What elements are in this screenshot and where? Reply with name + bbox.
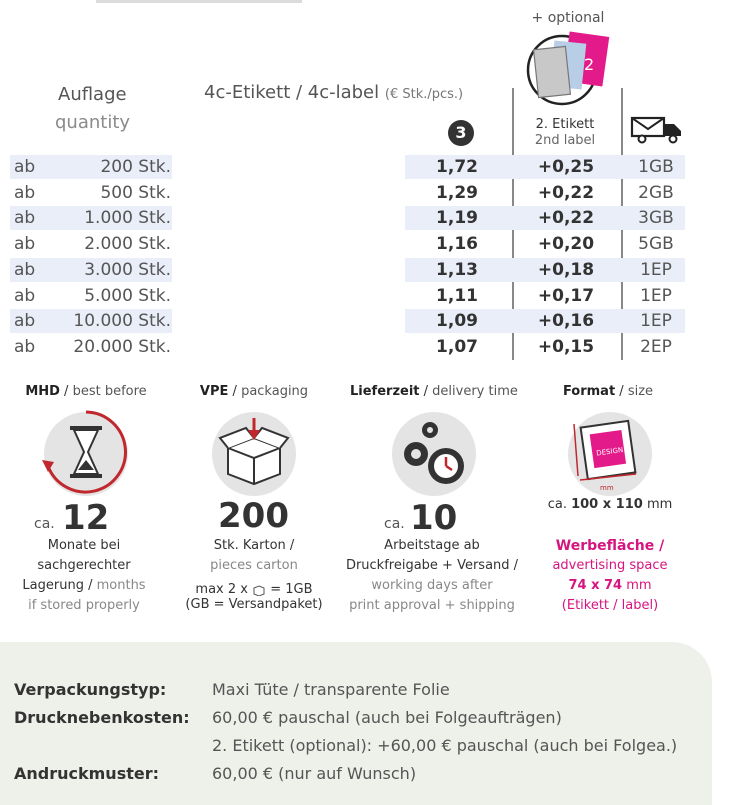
svg-text:mm: mm: [600, 484, 614, 492]
delivery-value: 10: [410, 498, 458, 538]
row-price: 1,72: [436, 157, 478, 177]
gears-clock-icon: [388, 412, 478, 498]
row-second-label-price: +0,18: [537, 259, 595, 280]
row-second-label-price: +0,15: [537, 336, 595, 357]
vpe-title: VPE / packaging: [199, 384, 309, 399]
label-number: 2: [584, 55, 595, 74]
table-row: [0, 155, 700, 181]
vpe-line2: pieces carton: [210, 558, 298, 573]
row-price: 1,11: [436, 285, 478, 306]
row-shipping-units: 1EP: [640, 285, 672, 306]
row-quantity: 200 Stk.: [100, 157, 171, 177]
table-row: [0, 181, 700, 207]
row-quantity: 500 Stk.: [100, 182, 171, 203]
vpe-line1: Stk. Karton /: [213, 538, 295, 553]
row-prefix: ab: [14, 234, 36, 255]
label-price-heading: [204, 82, 463, 103]
label-stack-icon: [522, 28, 614, 106]
delivery-ca: ca.: [384, 516, 405, 532]
ad-space-note: (Etikett / label): [561, 598, 659, 613]
top-image-strip: [96, 0, 302, 3]
table-row: [0, 284, 700, 310]
row-shipping-units: 1GB: [638, 157, 674, 177]
mhd-line3: Lagerung / months: [22, 578, 146, 593]
row-prefix: ab: [14, 336, 36, 357]
print-costs-label: Drucknebenkosten:: [14, 708, 190, 727]
row-prefix: ab: [14, 311, 36, 332]
mhd-line2: sachgerechter: [37, 558, 131, 573]
column-number-badge: 3: [448, 120, 474, 146]
row-quantity: 20.000 Stk.: [73, 336, 171, 357]
print-costs-value: 60,00 € pauschal (auch bei Folgeaufträgen): [212, 708, 562, 727]
row-shipping-units: 1EP: [640, 311, 672, 332]
row-prefix: ab: [14, 208, 36, 229]
ad-space-size: 74 x 74 mm: [568, 578, 652, 593]
format-icon: [566, 410, 656, 494]
row-prefix: ab: [14, 182, 36, 203]
vpe-line3: max 2 x = 1GB: [195, 582, 313, 597]
svg-text:DESIGN: DESIGN: [595, 445, 624, 458]
row-quantity: 1.000 Stk.: [84, 208, 171, 229]
row-quantity: 3.000 Stk.: [84, 259, 171, 280]
vpe-value: 200: [218, 496, 289, 536]
mhd-line1: Monate bei: [47, 538, 121, 553]
packaging-type-label: Verpackungstyp:: [14, 680, 167, 699]
box-icon: [214, 414, 294, 494]
table-row: [0, 309, 700, 335]
row-quantity: 10.000 Stk.: [73, 311, 171, 332]
row-shipping-units: 2GB: [638, 182, 674, 203]
table-row: [0, 232, 700, 258]
mhd-title: MHD / best before: [25, 384, 147, 399]
quantity-heading-en: quantity: [55, 112, 131, 133]
print-costs-value-2: 2. Etikett (optional): +60,00 € pauschal (auch bei Folgea.): [212, 736, 678, 755]
proof-sample-value: 60,00 € (nur auf Wunsch): [212, 764, 417, 783]
row-second-label-price: +0,25: [537, 157, 595, 177]
row-shipping-units: 3GB: [638, 208, 674, 229]
row-shipping-units: 1EP: [640, 259, 672, 280]
delivery-line4: print approval + shipping: [349, 598, 515, 613]
row-price: 1,29: [436, 182, 478, 203]
details-panel: [0, 642, 712, 805]
delivery-line2: Druckfreigabe + Versand /: [345, 558, 519, 573]
ad-space-en: advertising space: [552, 558, 668, 573]
format-title: Format / size: [562, 384, 654, 399]
row-prefix: ab: [14, 285, 36, 306]
vpe-line4: (GB = Versandpaket): [185, 597, 323, 612]
row-quantity: 2.000 Stk.: [84, 234, 171, 255]
delivery-line3: working days after: [371, 578, 493, 593]
ad-space-title: Werbefläche /: [555, 538, 665, 554]
small-box-icon: [252, 584, 266, 596]
second-label-heading-de: 2. Etikett: [535, 117, 595, 132]
quantity-heading-de: Auflage: [58, 84, 127, 105]
mhd-line4: if stored properly: [28, 598, 140, 613]
label-price-title: 4c-Etikett / 4c-label: [204, 82, 380, 103]
table-row: [0, 335, 700, 361]
table-row: [0, 206, 700, 232]
label-price-unit: (€ Stk./pcs.): [384, 87, 464, 102]
row-quantity: 5.000 Stk.: [84, 285, 171, 306]
shipping-truck-icon: [630, 114, 684, 144]
second-label-heading-en: 2nd label: [534, 133, 596, 148]
row-second-label-price: +0,17: [537, 285, 595, 306]
row-second-label-price: +0,22: [537, 182, 595, 203]
format-size: ca. 100 x 110 mm: [547, 497, 673, 512]
packaging-type-value: Maxi Tüte / transparente Folie: [212, 680, 450, 699]
proof-sample-label: Andruckmuster:: [14, 764, 160, 783]
row-prefix: ab: [14, 259, 36, 280]
row-prefix: ab: [14, 157, 36, 177]
optional-caption: + optional: [531, 10, 605, 26]
row-shipping-units: 5GB: [638, 234, 674, 255]
row-second-label-price: +0,16: [537, 311, 595, 332]
table-row: [0, 258, 700, 284]
row-price: 1,07: [436, 336, 478, 357]
row-second-label-price: +0,22: [537, 208, 595, 229]
hourglass-icon: [38, 404, 134, 500]
row-shipping-units: 2EP: [640, 336, 672, 357]
delivery-line1: Arbeitstage ab: [384, 538, 480, 553]
row-price: 1,16: [436, 234, 478, 255]
mhd-ca: ca.: [34, 516, 55, 532]
row-price: 1,19: [436, 208, 478, 229]
mhd-value: 12: [62, 498, 110, 538]
row-price: 1,09: [436, 311, 478, 332]
row-second-label-price: +0,20: [537, 234, 595, 255]
delivery-title: Lieferzeit / delivery time: [350, 384, 518, 399]
row-price: 1,13: [436, 259, 478, 280]
